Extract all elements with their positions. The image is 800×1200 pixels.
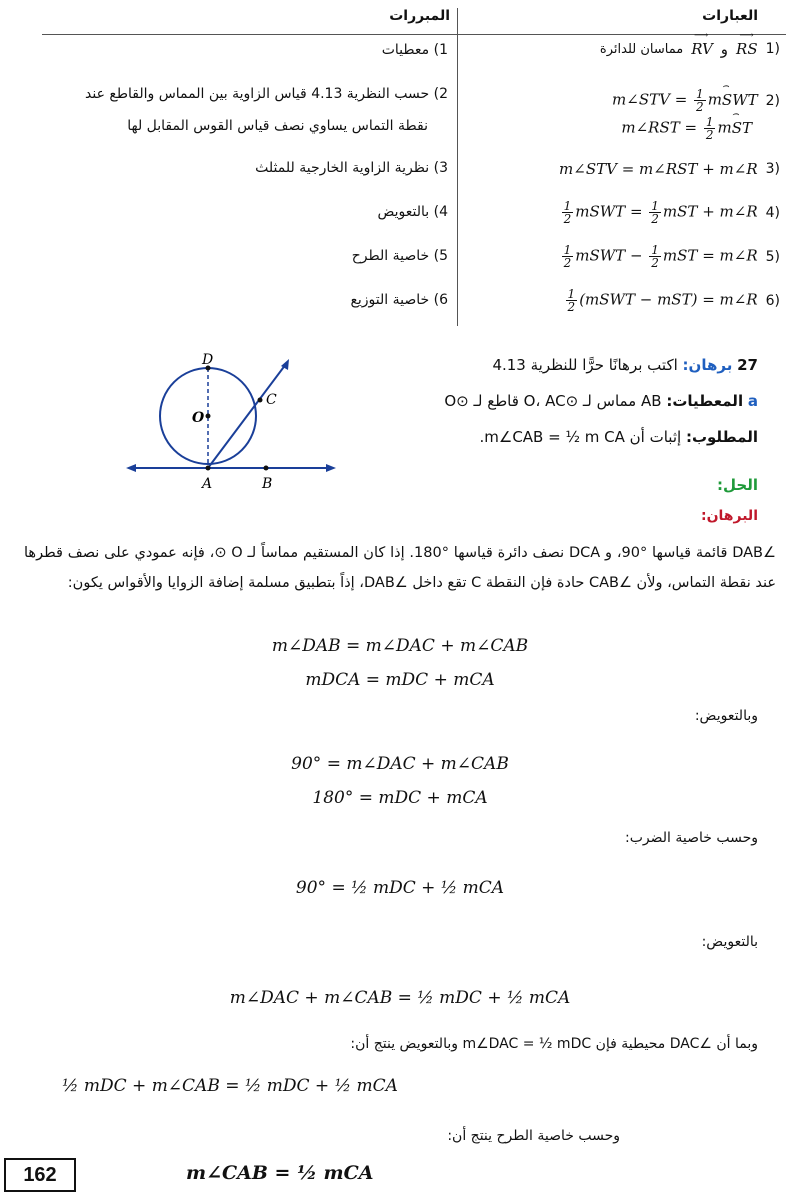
equation-3: 90° = m∠DAC + m∠CAB	[291, 754, 509, 774]
statement-2a: m∠STV = $\frac{1}{2}$ mSWT ⌢ 2)	[612, 78, 780, 114]
statement-1: مماسان للدائرة RV ⟶ و RS ⟶ 1)	[599, 30, 780, 58]
proof-label: البرهان:	[701, 508, 758, 524]
reason-4: 4) بالتعويض	[377, 204, 448, 220]
equation-4: 180° = mDC + mCA	[312, 788, 488, 808]
equation-6: m∠DAC + m∠CAB = ½ mDC + ½ mCA	[229, 988, 571, 1008]
statement-3: m∠STV = m∠RST + m∠R 3)	[559, 160, 780, 178]
solution-label: الحل:	[717, 476, 758, 494]
equation-5: 90° = ½ mDC + ½ mCA	[295, 878, 505, 898]
label-o: O	[192, 410, 205, 426]
text-inscribed-angle: وبما أن ∠DAC محيطية فإن m∠DAC = ½ mDC وبالتعويض ينتج أن:	[350, 1036, 758, 1052]
text-substitution-2: بالتعويض:	[701, 934, 758, 950]
label-c: C	[266, 392, 277, 408]
label-d: D	[202, 352, 214, 368]
statement-5: $\frac{1}{2}$ mSWT − $\frac{1}{2}$ mST = m∠R 5)	[563, 243, 780, 270]
statement-6: $\frac{1}{2}$ (mSWT − mST) = m∠R 6)	[567, 287, 780, 314]
secant-ac	[208, 364, 286, 468]
circle-tangent-diagram	[126, 352, 338, 498]
label-a: A	[202, 476, 213, 492]
arrow-right	[326, 464, 336, 472]
reason-2: 2) حسب النظرية 4.13 قياس الزاوية بين المماس والقاطع عند	[85, 86, 448, 102]
problem-required: المطلوب: إثبات أن m∠CAB = ½ m CA.	[479, 428, 758, 446]
header-reasons: المبررات	[389, 8, 450, 24]
text-subtraction: وحسب خاصية الطرح ينتج أن:	[447, 1128, 620, 1144]
problem-heading: 27 برهان: اكتب برهانًا حرًّا للنظرية 4.13	[492, 356, 758, 374]
arrow-left	[126, 464, 136, 472]
equation-1: m∠DAB = m∠DAC + m∠CAB	[271, 636, 529, 656]
text-multiplication: وحسب خاصية الضرب:	[624, 830, 758, 846]
page-number: 162	[4, 1158, 76, 1192]
point-b	[264, 466, 269, 471]
statement-2b: m∠RST = $\frac{1}{2}$ mST ⌢	[621, 106, 752, 142]
point-a	[206, 466, 211, 471]
reason-3: 3) نظرية الزاوية الخارجية للمثلث	[255, 160, 448, 176]
equation-8-result: m∠CAB = ½ mCA	[186, 1162, 374, 1184]
proof-paragraph-1: ∠DAB قائمة قياسها °90، و DCA نصف دائرة قياسها °180. إذا كان المستقيم مماساً لـ O ⊙، فإنه عمودي على نصف قطرها عند نقطة التماس، ولأن ∠CAB حادة فإن النقطة C تقع داخل ∠DAB، إذاً بتطبيق مسلمة إضافة الزوايا والأقواس يكون:	[24, 545, 776, 591]
equation-7: ½ mDC + m∠CAB = ½ mDC + ½ mCA	[62, 1076, 398, 1096]
label-b: B	[262, 476, 273, 492]
point-c	[258, 398, 263, 403]
table-column-divider	[457, 8, 458, 326]
statement-4: $\frac{1}{2}$ mSWT = $\frac{1}{2}$ mST + m∠R 4)	[563, 199, 780, 226]
problem-given: a المعطيات: AB مماس لـ ⊙O، AC قاطع لـ ⊙O	[444, 392, 758, 410]
header-statements: العبارات	[702, 8, 758, 24]
table-header-rule	[42, 34, 786, 35]
text-substitution-1: وبالتعويض:	[694, 708, 758, 724]
reason-1: 1) معطيات	[381, 42, 448, 58]
reason-2-cont: نقطة التماس يساوي نصف قياس القوس المقابل لها	[127, 118, 428, 134]
reason-6: 6) خاصية التوزيع	[350, 292, 448, 308]
center-point-o	[206, 414, 211, 419]
reason-5: 5) خاصية الطرح	[351, 248, 448, 264]
equation-2: mDCA = mDC + mCA	[305, 670, 495, 690]
